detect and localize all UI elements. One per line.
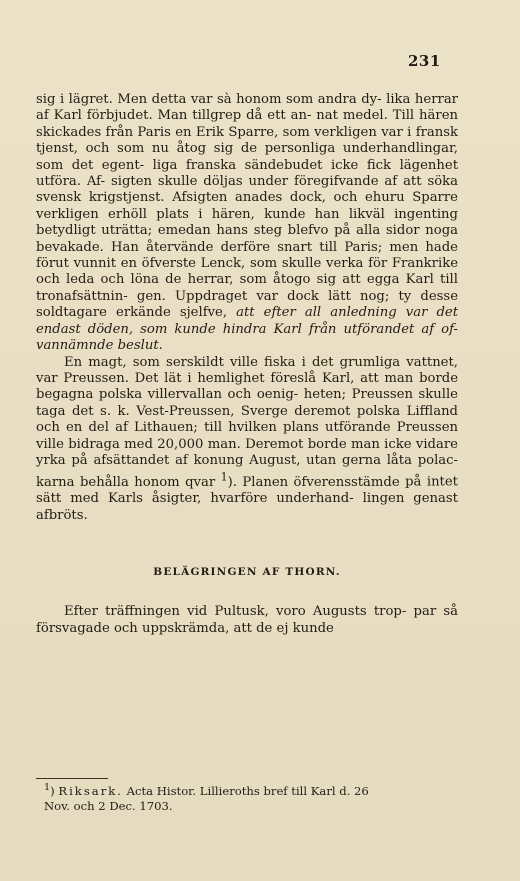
text-line: 20,000 man. Deremot borde man icke vidare yrka på xyxy=(36,436,458,468)
text-line: till hvilken plans utförande Preussen ville bidraga med xyxy=(36,420,458,452)
text-line: Sparre verkligen erhöll plats i hären, kunde han likväl xyxy=(36,190,458,222)
text-fragment: karna behålla honom qvar xyxy=(36,474,216,490)
footnote-divider xyxy=(36,778,108,779)
paragraph-2 xyxy=(36,355,458,524)
italic-line: döden, som kunde hindra Karl från utförandet af of- xyxy=(87,321,458,337)
footnote-source: Riksark. xyxy=(58,783,123,798)
text-line: lingen genast afbröts. xyxy=(36,491,458,523)
text-line: afsättandet af konung August, utan gerna låta polac- xyxy=(93,452,458,468)
text-line: En magt, som serskildt ville fiska i det grumliga xyxy=(64,354,401,370)
italic-line: att efter all anledning var det endast xyxy=(36,305,458,337)
text-line: liga franska sändebudet icke fick lägenhet utföra. Af- xyxy=(36,157,458,190)
italic-line: vannämnde beslut. xyxy=(36,338,163,354)
page-body xyxy=(36,92,458,637)
text-line: heten; Preussen skulle taga det s. k. Vest-Preussen, xyxy=(36,387,458,419)
footnote-marker: 1 xyxy=(44,782,51,793)
text-line: sig i lägret. Men detta var sà honom som andra dy- xyxy=(36,92,382,107)
footnote-text: Nov. och 2 Dec. 1703. xyxy=(44,798,173,813)
footnote: $^1$) Riksark. Acta Histor. Lillieroths bref till Karl d. 26 Nov. och 2 Dec. 1703. xyxy=(44,782,369,813)
text-line: Efter träffningen vid Pultusk, voro Augusts trop- xyxy=(64,604,407,620)
text-line: Sparre, som verkligen var i fransk tjenst, och som nu xyxy=(36,124,458,157)
text-fragment: ). Planen öfverensstämde xyxy=(227,474,400,490)
paragraph-3 xyxy=(36,604,458,637)
text-line: Sverge deremot polska Liffland och en del af Lithauen; xyxy=(36,403,459,436)
text-line: åtog sig de personliga underhandlingar, som det egent- xyxy=(36,141,458,173)
text-line: erkände sjelfve, xyxy=(116,305,237,321)
text-line: att man borde begagna polska villervallan och oenig- xyxy=(36,370,458,403)
footnote-text: Acta Histor. Lillieroths bref till Karl d. 26 xyxy=(122,783,369,798)
text-line: på alla sidor noga bevakade. Han återvände derföre xyxy=(36,223,458,255)
text-line xyxy=(36,470,400,490)
paragraph-1 xyxy=(36,92,458,355)
text-line: nat medel. Till hären skickades från Paris en Erik xyxy=(36,108,458,140)
text-line: på intet sätt med Karls åsigter, hvarföre underhand- xyxy=(36,474,458,507)
text-line: ingenting betydligt uträtta; emedan hans steg blefvo xyxy=(36,206,458,239)
text-line: gen. Uppdraget var dock lätt nog; ty desse soldtagare xyxy=(36,288,458,321)
text-line: vattnet, var Preussen. Det lät i hemlighet föreslå Karl, xyxy=(36,354,458,386)
section-heading: BELÄGRINGEN AF THORN. xyxy=(153,565,341,578)
footnote-reference[interactable]: 1 xyxy=(220,470,228,484)
text-line: lika herrar af Karl förbjudet. Man tillgrep då ett an- xyxy=(36,92,458,124)
page-number: 231 xyxy=(408,52,441,70)
text-line: par så försvagade och uppskrämda, att de ej kunde xyxy=(36,604,458,636)
text-line: sigten skulle döljas under föregifvande af att söka xyxy=(110,174,458,190)
text-line: herrar, som åtogo sig att egga Karl till tronafsättnin- xyxy=(36,272,458,304)
text-line: snart till Paris; men hade förut vunnit en öfverste Lenck, xyxy=(36,239,458,272)
text-line: svensk krigstjenst. Afsigten anades dock, och ehuru xyxy=(36,190,405,206)
text-line: som skulle verka för Frankrike och leda och löna de xyxy=(36,256,458,288)
